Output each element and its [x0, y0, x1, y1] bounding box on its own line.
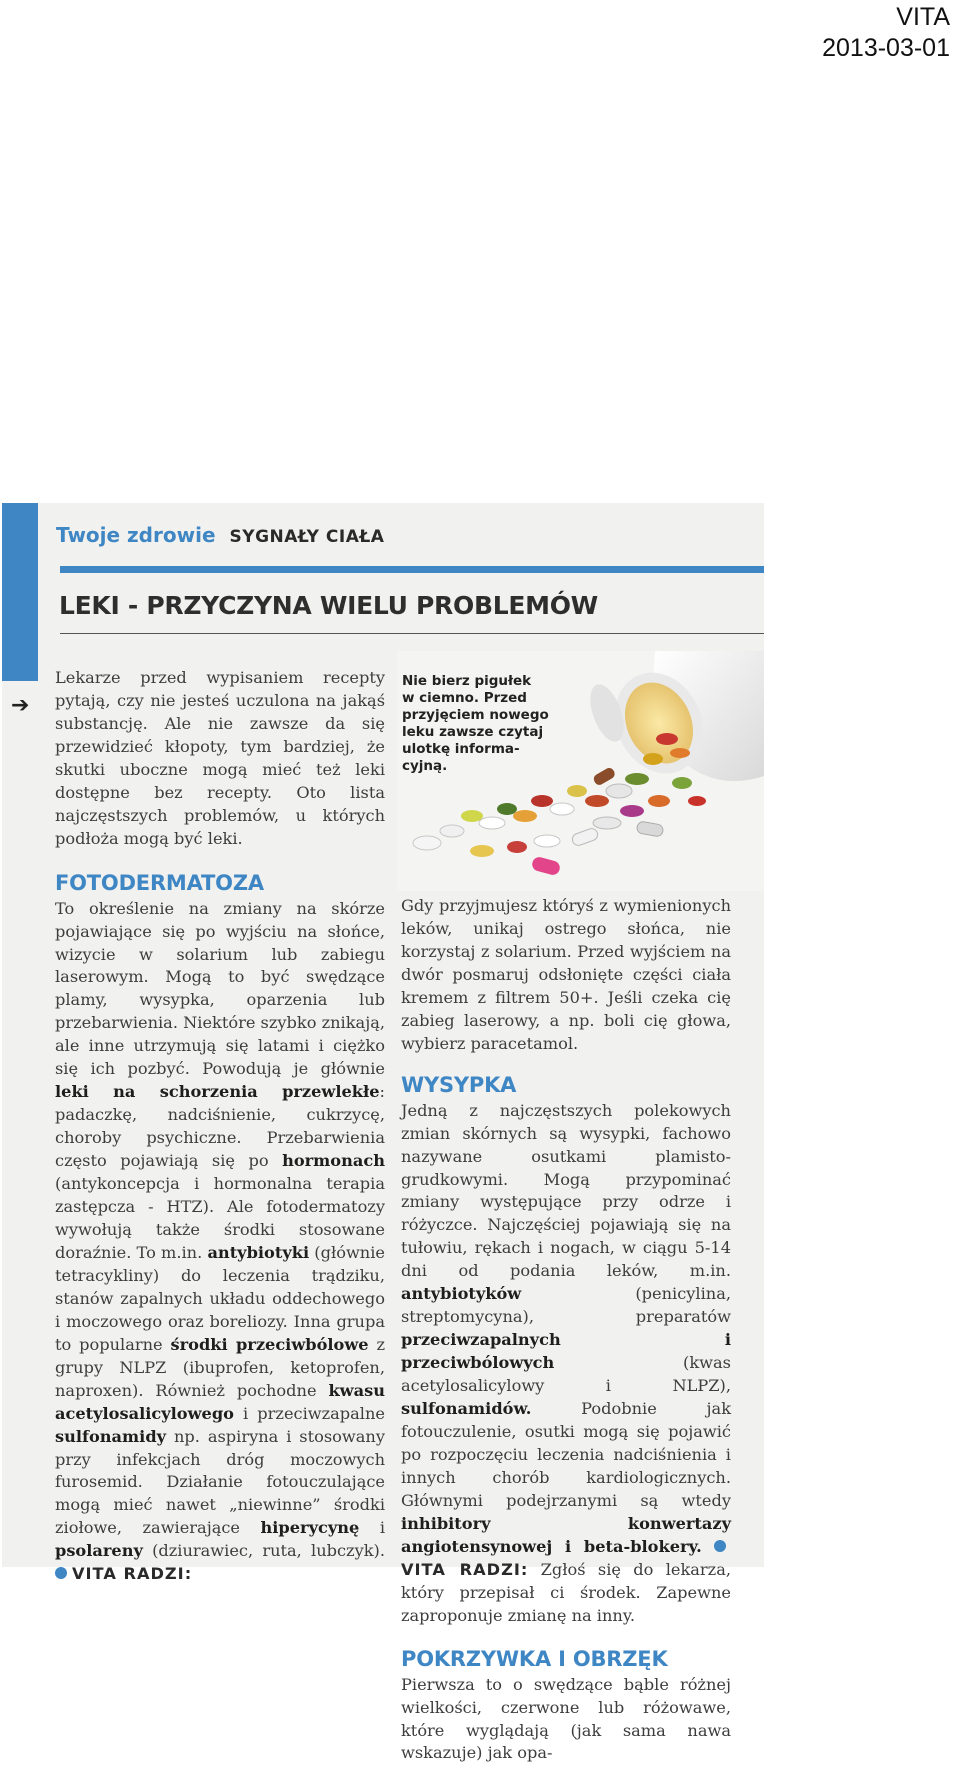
arrow-right-icon: ➔ [11, 693, 30, 718]
bullet-dot-icon [55, 1567, 67, 1579]
fotodermatoza-body: To określenie na zmiany na skórze pojawiające się po wyjściu na słońce, wizycie w solarium lub zabiegu laserowym. Mogą to być swędzące plamy, wysypka, oparzenia lub przebarwienia. Niektóre szybko znikają, ale inne utrzymują się latami i ciężko się ich pozbyć. Powodują je głównie leki na schorzenia przewlekłe: padaczkę, nadciśnienie, cukrzycę, choroby psychiczne. Przebarwienia często pojawiają się po hormonach (antykoncepcja i hormonalna terapia zastępcza - HTZ). Ale fotodermatozy wywołują także środki stosowane doraźnie. To m.in. antybiotyki (głównie tetracykliny) do leczenia trądziku, stanów zapalnych układu oddechowego i moczowego oraz boreliozy. Inna grupa to popularne środki przeciwbólowe z grupy NLPZ (ibuprofen, ketoprofen, naproxen). Również pochodne kwasu acetylosalicylowego i przeciwzapalne sulfonamidy np. aspiryna i stosowany przy infekcjach dróg moczowych furosemid. Działanie fotouczulające mogą mieć nawet „niewinne” środki ziołowe, zawierające hiperycynę i psolareny (dziurawiec, ruta, lubczyk). VITA RADZI: [55, 898, 386, 1584]
source-date: 2013-03-01 [822, 34, 950, 62]
caption-line: Nie bierz pigułek [402, 673, 532, 689]
wysypka-body: Jedną z najczęstszych polekowych zmian skórnych są wysypki, fachowo nazywane osutkami plamisto-grudkowymi. Mogą przypominać zmiany występujące przy odrze i różyczce. Najczęściej pojawiają się na tułowiu, rękach i nogach, w ciągu 5-14 dni od podania leków, m.in. antybiotyków (penicylina, streptomycyna), preparatów przeciwzapalnych i przeciwbólowych (kwas acetylosalicylowy i NLPZ), sulfonamidów. Podobnie jak fotouczulenie, osutki mogą się pojawić po rozpoczęciu leczenia nadciśnienia i innych chorób kardiologicznych. Głównymi podejrzanymi są wtedy inhibitory konwertazy angiotensynowej i beta-blokery. VITA RADZI: Zgłoś się do lekarza, który przepisał ci środek. Zapewne zaproponuje zmianę na inny. [401, 1100, 731, 1625]
pokrzywka-body: Pierwsza to o swędzące bąble różnej wielkości, czerwone lub różowawe, które wyglądają (jak sama nawa wskazuje) jak opa- [401, 1674, 731, 1763]
article-title: LEKI - PRZYCZYNA WIELU PROBLEMÓW [59, 591, 598, 620]
tip-label: VITA RADZI: [72, 1564, 193, 1584]
intro-paragraph: Lekarze przed wypisaniem recepty pytają, czy nie jesteś uczulona na jakąś substancję. Ale nie zawsze da się przewidzieć kłopoty, tym bardziej, że skutki uboczne mogą mieć też leki dostępne bez recepty. Oto lista najczęstszych problemów, u których podłoża mogą być leki. [55, 668, 385, 848]
pokrzywka-heading: POKRZYWKA I OBRZĘK [401, 1646, 668, 1671]
subsection-label: SYGNAŁY CIAŁA [229, 527, 385, 547]
caption-line: ulotkę informa- [402, 741, 520, 757]
title-rule [60, 633, 764, 634]
fotodermatoza-heading: FOTODERMATOZA [55, 870, 264, 895]
section-header [56, 523, 384, 547]
magazine-page [2, 503, 764, 1763]
section-label: Twoje zdrowie [56, 523, 216, 547]
bullet-dot-icon [714, 1540, 726, 1552]
right-flow [401, 895, 731, 1056]
left-column [55, 667, 385, 1586]
tip-label: VITA RADZI: [401, 1559, 529, 1579]
source-stamp [822, 2, 950, 64]
fotodermatoza-continuation: Gdy przyjmujesz któryś z wymienionych leków, unikaj ostrego słońca, nie korzystaj z solarium. Przed wyjściem na dwór posmaruj odsłonięte części ciała kremem z filtrem 50+. Jeśli czeka cię zabieg laserowy, a np. boli cię głowa, wybierz paracetamol. [401, 896, 731, 1053]
wysypka-heading: WYSYPKA [401, 1072, 517, 1097]
accent-side-bar [2, 503, 38, 681]
tip-text: Zgłoś się do lekarza, który przepisał ci środek. Zapewne zaproponuje zmianę na inny. [401, 1559, 731, 1625]
caption-line: leku zawsze czytaj [402, 724, 544, 740]
source-name: VITA [896, 3, 950, 31]
caption-line: przyjęciem nowego [402, 707, 549, 723]
caption-line: w ciemno. Przed [402, 690, 527, 706]
right-column [401, 890, 731, 1765]
photo-caption [402, 673, 562, 775]
header-rule [60, 566, 764, 573]
caption-line: cyjną. [402, 758, 448, 774]
